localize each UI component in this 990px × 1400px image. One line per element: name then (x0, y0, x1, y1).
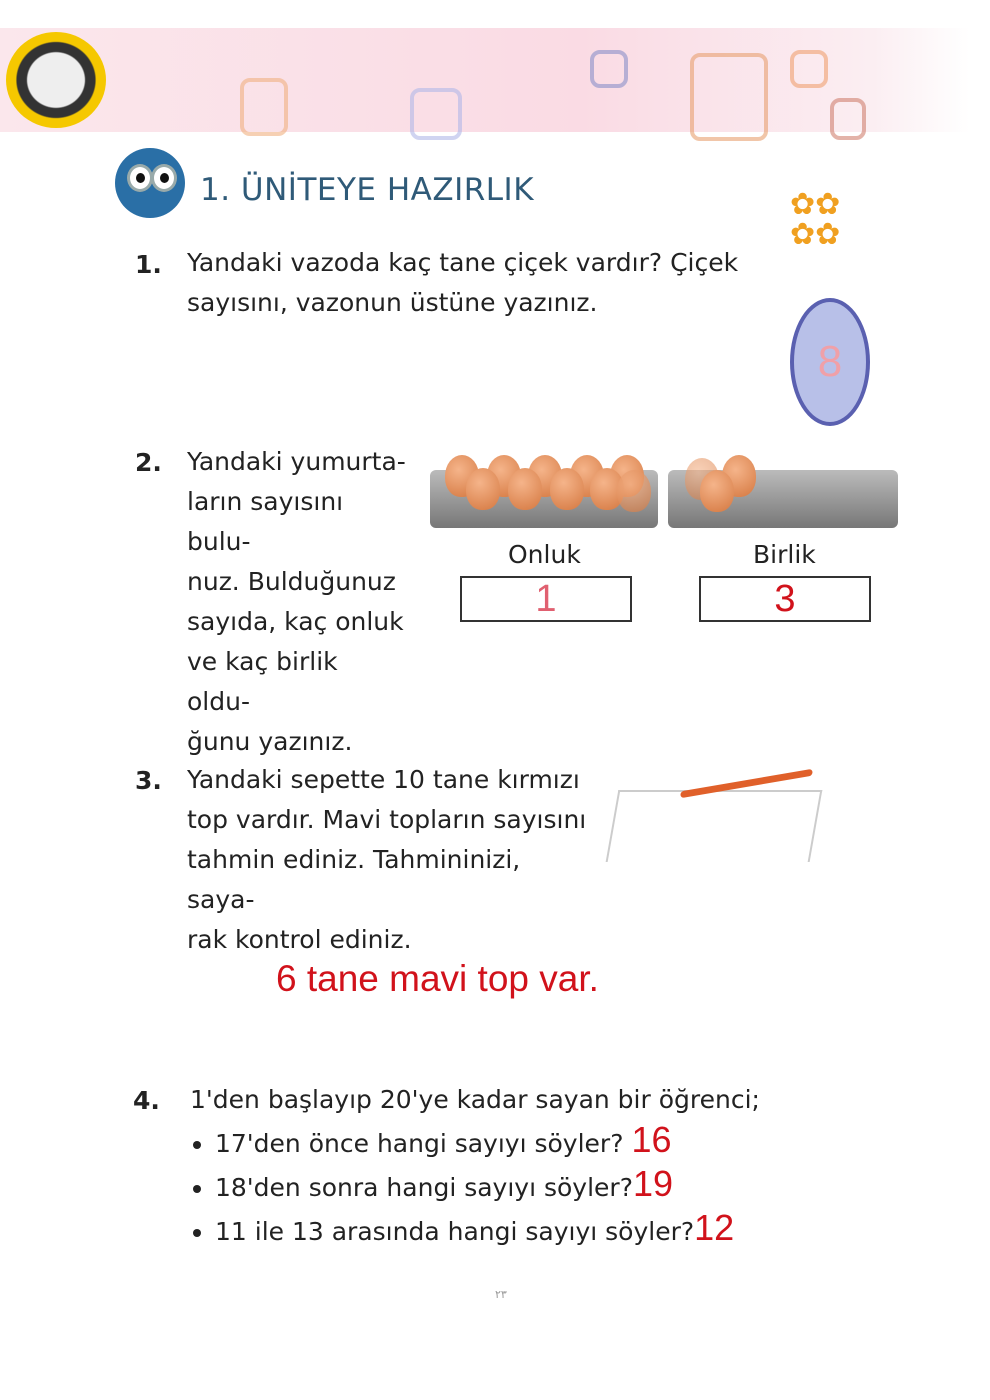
question-3-text (187, 760, 587, 960)
item-text: 11 ile 13 arasında hangi sayıyı söyler? (215, 1217, 695, 1246)
text-line: sayısını, vazonun üstüne yazınız. (187, 288, 598, 317)
list-item (215, 1164, 734, 1208)
question-number: 3. (135, 766, 162, 795)
text-line: nuz. Bulduğunuz (187, 567, 396, 596)
question-number: 4. (133, 1086, 160, 1115)
text-line: ğunu yazınız. (187, 727, 353, 756)
page-title: 1. ÜNİTEYE HAZIRLIK (200, 172, 535, 208)
decorative-banner (0, 28, 970, 132)
mascot-icon (115, 148, 185, 218)
vase-answer: 8 (817, 337, 843, 386)
flowers-icon: ✿✿ ✿✿ (790, 187, 841, 252)
question-3-answer: 6 tane mavi top var. (276, 958, 599, 999)
text-line: tahmin ediniz. Tahmininizi, saya- (187, 845, 521, 914)
question-number: 1. (135, 250, 162, 279)
text-line: ların sayısını bulu- (187, 487, 344, 556)
question-number: 2. (135, 448, 162, 477)
text-line: ve kaç birlik oldu- (187, 647, 338, 716)
birlik-answer-box[interactable]: 3 (699, 576, 871, 622)
item-answer: 12 (694, 1207, 735, 1248)
text-line: rak kontrol ediniz. (187, 925, 412, 954)
item-text: 17'den önce hangi sayıyı söyler? (215, 1129, 624, 1158)
question-2-text (187, 442, 407, 762)
list-item (215, 1208, 734, 1252)
onluk-answer-box[interactable]: 1 (460, 576, 632, 622)
birlik-label: Birlik (753, 540, 816, 569)
text-line: Yandaki sepette 10 tane kırmızı (187, 765, 580, 794)
vase (790, 298, 870, 426)
text-line: Yandaki vazoda kaç tane çiçek vardır? Çiçek (187, 248, 739, 277)
onluk-label: Onluk (508, 540, 581, 569)
page-number: ۲۳ (495, 1288, 507, 1301)
list-item (215, 1120, 734, 1164)
item-text: 18'den sonra hangi sayıyı söyler? (215, 1173, 633, 1202)
basket-icon (606, 790, 823, 862)
question-1-text (187, 243, 738, 323)
text-line: top vardır. Mavi topların sayısını (187, 805, 587, 834)
item-answer: 16 (631, 1119, 672, 1160)
question-4-intro: 1'den başlayıp 20'ye kadar sayan bir öğrenci; (190, 1085, 760, 1114)
abbyy-logo (6, 32, 106, 128)
question-4-list (185, 1120, 734, 1252)
text-line: sayıda, kaç onluk (187, 607, 404, 636)
item-answer: 19 (632, 1163, 674, 1204)
text-line: Yandaki yumurta- (187, 447, 406, 476)
